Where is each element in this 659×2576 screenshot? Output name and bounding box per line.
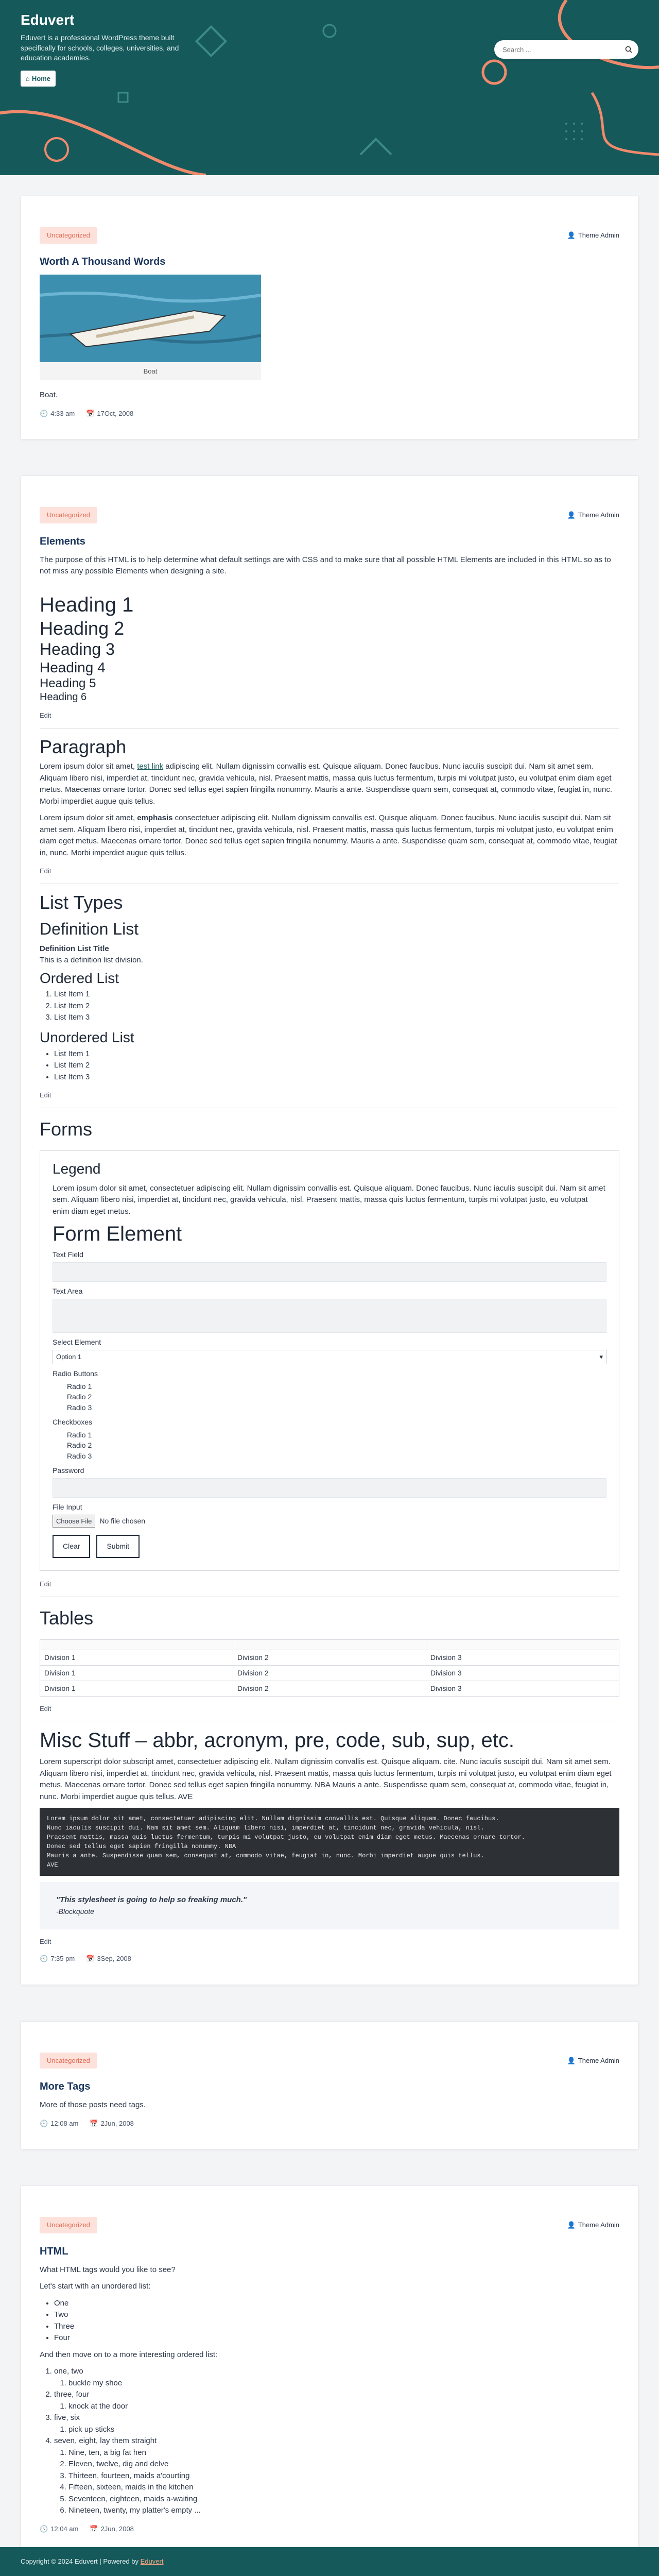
text-area[interactable] bbox=[53, 1299, 606, 1333]
blockquote bbox=[40, 1882, 619, 1929]
search-button[interactable] bbox=[622, 43, 635, 56]
site-description: Eduvert is a professional WordPress theme built specifically for schools, colleges, universities, and education academies. bbox=[21, 33, 179, 62]
clock-icon: 🕓 bbox=[40, 2119, 48, 2127]
list-item: 1. buckle my shoe bbox=[68, 2378, 619, 2389]
checkbox-option[interactable]: Radio 1 bbox=[67, 1430, 92, 1439]
legend-paragraph: Lorem ipsum dolor sit amet, consectetuer adipiscing elit. Nullam dignissim convallis est. Quisque aliquam. Donec faucibus. Nunc iaculis suscipit dui. Nam sit amet sem. Aliquam libero nisi, imperdiet at, tincidunt nec, gravida vehicula, nisl. Praesent mattis, massa quis luctus fermentum, turpis mi volutpat justo, eu volutpat enim diam eget metus. bbox=[53, 1183, 605, 1216]
checkbox-group-label: Checkboxes bbox=[53, 1417, 93, 1426]
footer-credit-link[interactable]: Eduvert bbox=[140, 2557, 164, 2565]
post-card bbox=[21, 196, 638, 439]
misc-heading: Misc Stuff – abbr, acronym, pre, code, sub, sup, etc. bbox=[40, 1729, 514, 1752]
post-title[interactable]: Elements bbox=[40, 535, 85, 547]
list-item: 1. knock at the door bbox=[68, 2401, 619, 2413]
list-item: 1. pick up sticks bbox=[68, 2424, 619, 2436]
forms-heading: Forms bbox=[40, 1118, 92, 1140]
site-title[interactable]: Eduvert bbox=[21, 12, 75, 28]
list-item: • Two bbox=[54, 2309, 619, 2321]
heading-4: Heading 4 bbox=[40, 659, 106, 676]
table-row: Division 1 Division 2 Division 3 bbox=[40, 1665, 619, 1681]
unordered-list bbox=[40, 2298, 619, 2344]
edit-link[interactable]: Edit bbox=[40, 867, 51, 875]
calendar-icon: 📅 bbox=[90, 2524, 98, 2533]
post-excerpt: More of those posts need tags. bbox=[40, 2100, 146, 2110]
post-date: 3Sep, 2008 bbox=[97, 1955, 131, 1963]
html-line-3: And then move on to a more interesting ordered list: bbox=[40, 2350, 218, 2359]
search-icon bbox=[625, 46, 632, 53]
sample-table bbox=[40, 1639, 619, 1697]
unordered-list bbox=[40, 1048, 619, 1083]
post-title[interactable]: HTML bbox=[40, 2245, 68, 2257]
list-item: 1. Nine, ten, a big fat hen bbox=[68, 2447, 619, 2459]
post-time: 4:33 am bbox=[50, 409, 75, 417]
paragraph-2: Lorem ipsum dolor sit amet, emphasis consectetuer adipiscing elit. Nullam dignissim convallis est. Quisque aliquam. Donec faucibus. Nunc iaculis suscipit dui. Nam sit amet sem. Aliquam libero nisi, imperdiet at, tincidunt nec, gravida vehicula, nisl. Praesent mattis, massa quis luctus fermentum, turpis mi volutpat justo, eu volutpat enim diam eget metus. Maecenas ornare tortor. Donec sed tellus eget sapien fringilla nonummy. Mauris a ante. Suspendisse quam sem, consequat at, commodo vitae, feugiat in, nunc. Morbi imperdiet augue quis tellus. bbox=[40, 814, 617, 857]
select-label: Select Element bbox=[53, 1338, 101, 1347]
text-field[interactable] bbox=[53, 1262, 606, 1282]
post-author[interactable]: 👤 Theme Admin bbox=[567, 230, 619, 241]
table-row: Division 1 Division 2 Division 3 bbox=[40, 1650, 619, 1665]
list-item: • List Item 2 bbox=[54, 1060, 619, 1072]
text-field-label: Text Field bbox=[53, 1250, 83, 1259]
category-chip[interactable]: Uncategorized bbox=[40, 2053, 97, 2069]
html-line-1: What HTML tags would you like to see? bbox=[40, 2265, 176, 2274]
post-title[interactable]: More Tags bbox=[40, 2081, 91, 2093]
clock-icon: 🕓 bbox=[40, 409, 48, 417]
list-item: 1. List Item 1 bbox=[54, 989, 619, 1001]
elements-intro: The purpose of this HTML is to help determine what default settings are with CSS and to make sure that all possible HTML Elements are included in this HTML so as to not miss any possible Elements when designing a site. bbox=[40, 555, 611, 575]
radio-option[interactable]: Radio 3 bbox=[67, 1403, 92, 1412]
calendar-icon: 📅 bbox=[90, 2119, 98, 2127]
edit-link[interactable]: Edit bbox=[40, 1704, 51, 1713]
choose-file-button[interactable]: Choose File bbox=[53, 1515, 95, 1528]
post-meta bbox=[40, 2524, 619, 2534]
post-card bbox=[21, 2185, 638, 2555]
clock-icon: 🕓 bbox=[40, 2524, 48, 2533]
search-input[interactable] bbox=[501, 45, 622, 54]
list-item: 6. Nineteen, twenty, my platter's empty ... bbox=[68, 2505, 619, 2517]
list-item: 3. List Item 3 bbox=[54, 1012, 619, 1024]
form-fieldset bbox=[40, 1150, 619, 1571]
post-author[interactable]: 👤 Theme Admin bbox=[567, 510, 619, 520]
category-chip[interactable]: Uncategorized bbox=[40, 227, 97, 244]
list-item: 3. five, six 1. pick up sticks bbox=[54, 2412, 619, 2435]
definition-term: Definition List Title bbox=[40, 944, 109, 953]
chevron-down-icon: ▾ bbox=[599, 1353, 603, 1361]
checkbox-option[interactable]: Radio 3 bbox=[67, 1451, 92, 1460]
list-item: • Three bbox=[54, 2321, 619, 2333]
edit-link[interactable]: Edit bbox=[40, 1937, 51, 1945]
user-icon: 👤 bbox=[567, 511, 576, 519]
html-line-2: Let's start with an unordered list: bbox=[40, 2282, 151, 2291]
heading-6: Heading 6 bbox=[40, 691, 87, 703]
home-button[interactable] bbox=[21, 71, 56, 87]
checkbox-option[interactable]: Radio 2 bbox=[67, 1441, 92, 1450]
list-item: 2. List Item 2 bbox=[54, 1001, 619, 1012]
edit-link[interactable]: Edit bbox=[40, 711, 51, 720]
post-excerpt: Boat. bbox=[40, 391, 58, 399]
category-chip[interactable]: Uncategorized bbox=[40, 507, 97, 523]
clear-button[interactable]: Clear bbox=[53, 1535, 90, 1558]
password-label: Password bbox=[53, 1466, 84, 1475]
ordered-list-heading: Ordered List bbox=[40, 970, 119, 986]
post-card bbox=[21, 476, 638, 1985]
post-card bbox=[21, 2021, 638, 2150]
user-icon: 👤 bbox=[567, 231, 576, 239]
search-form bbox=[494, 40, 638, 59]
quote-text: "This stylesheet is going to help so freaking much." bbox=[56, 1895, 247, 1905]
file-input-label: File Input bbox=[53, 1502, 82, 1511]
list-item: 4. Fifteen, sixteen, maids in the kitchen bbox=[68, 2482, 619, 2494]
list-item: 4. seven, eight, lay them straight 1. Nine, ten, a big fat hen 2. Eleven, twelve, dig and delve 3. Thirteen, fourteen, maids a'courting 4. Fifteen, sixteen, maids in the kitchen 5. Seventeen, eighteen, maids a-waiting 6. Nineteen, twenty, my platter's empty ... bbox=[54, 2435, 619, 2517]
post-list bbox=[21, 196, 638, 2576]
radio-option[interactable]: Radio 2 bbox=[67, 1393, 92, 1401]
clock-icon: 🕓 bbox=[40, 1955, 48, 1963]
list-types-heading: List Types bbox=[40, 891, 123, 913]
radio-group-label: Radio Buttons bbox=[53, 1369, 98, 1378]
table-row: Division 1 Division 2 Division 3 bbox=[40, 1681, 619, 1696]
site-header bbox=[0, 0, 659, 175]
definition-description: This is a definition list division. bbox=[40, 956, 143, 965]
paragraph-heading: Paragraph bbox=[40, 736, 127, 757]
legend: Legend bbox=[53, 1160, 101, 1177]
password-field[interactable] bbox=[53, 1478, 606, 1498]
edit-link[interactable]: Edit bbox=[40, 1091, 51, 1099]
post-time: 12:04 am bbox=[50, 2524, 79, 2533]
post-time: 7:35 pm bbox=[50, 1955, 75, 1963]
edit-link[interactable]: Edit bbox=[40, 1580, 51, 1588]
footer-copyright: Copyright © 2024 Eduvert | Powered by bbox=[21, 2557, 141, 2565]
post-title[interactable]: Worth A Thousand Words bbox=[40, 256, 166, 267]
ordered-list bbox=[40, 989, 619, 1024]
text-area-label: Text Area bbox=[53, 1287, 83, 1296]
figure-caption: Boat bbox=[143, 367, 158, 375]
file-status: No file chosen bbox=[99, 1517, 146, 1526]
test-link[interactable]: test link bbox=[137, 762, 164, 771]
radio-option[interactable]: Radio 1 bbox=[67, 1382, 92, 1391]
heading-5: Heading 5 bbox=[40, 676, 96, 690]
post-figure bbox=[40, 275, 261, 381]
list-item: 3. Thirteen, fourteen, maids a'courting bbox=[68, 2470, 619, 2482]
list-item: • List Item 1 bbox=[54, 1048, 619, 1060]
post-date: 17Oct, 2008 bbox=[97, 409, 134, 417]
misc-paragraph: Lorem superscript dolor subscript amet, consectetuer adipiscing elit. Nullam dignissim convallis est. Quisque aliquam. cite. Nunc iaculis suscipit dui. Nam sit amet sem. Aliquam libero nisi, imperdiet at, tincidunt nec, gravida vehicula, nisl. Praesent mattis, massa quis luctus fermentum, turpis mi volutpat justo, eu volutpat enim diam eget metus. Maecenas ornare tortor. Donec sed tellus eget sapien fringilla nonummy. NBA Mauris a ante. Suspendisse quam sem, consequat at, commodo vitae, feugiat in, nunc. Morbi imperdiet augue quis tellus. AVE bbox=[40, 1757, 612, 1801]
tables-heading: Tables bbox=[40, 1607, 94, 1629]
calendar-icon: 📅 bbox=[86, 409, 95, 417]
home-icon: ⌂ bbox=[26, 74, 30, 82]
user-icon: 👤 bbox=[567, 2056, 576, 2064]
code-block: Lorem ipsum dolor sit amet, consectetuer adipiscing elit. Nullam dignissim convallis est. Quisque aliquam. Donec faucibus. Nunc iaculis suscipit dui. Nam sit amet sem. Aliquam libero nisi, imperdiet at, tincidunt nec, gravida vehicula, nisl. Praesent mattis, massa quis luctus fermentum, turpis mi volutpat justo, eu volutpat enim diam eget metus. Maecenas ornare tortor. Donec sed tellus eget sapien fringilla nonummy. NBA Mauris a ante. Suspendisse quam sem, consequat at, commodo vitae, feugiat in, nunc. Morbi imperdiet augue quis tellus. AVE bbox=[40, 1808, 619, 1876]
select-element[interactable]: Option 1 ▾ bbox=[53, 1350, 606, 1364]
heading-1: Heading 1 bbox=[40, 593, 134, 616]
user-icon: 👤 bbox=[567, 2221, 576, 2229]
post-author[interactable]: 👤 Theme Admin bbox=[567, 2220, 619, 2230]
heading-2: Heading 2 bbox=[40, 617, 125, 639]
category-chip[interactable]: Uncategorized bbox=[40, 2217, 97, 2233]
form-element-heading: Form Element bbox=[53, 1223, 182, 1246]
post-author[interactable]: 👤 Theme Admin bbox=[567, 2056, 619, 2066]
definition-list-heading: Definition List bbox=[40, 919, 139, 938]
home-label: Home bbox=[31, 74, 50, 82]
post-meta bbox=[40, 1954, 619, 1964]
brand-block bbox=[21, 9, 185, 87]
post-time: 12:08 am bbox=[50, 2119, 79, 2127]
list-item: 2. three, four 1. knock at the door bbox=[54, 2389, 619, 2412]
post-meta bbox=[40, 409, 619, 419]
list-item: • Four bbox=[54, 2332, 619, 2344]
list-item: • One bbox=[54, 2298, 619, 2310]
heading-3: Heading 3 bbox=[40, 639, 115, 658]
post-date: 2Jun, 2008 bbox=[100, 2524, 134, 2533]
site-footer bbox=[0, 2547, 659, 2576]
quote-citation: -Blockquote bbox=[56, 1907, 94, 1916]
boat-image bbox=[40, 275, 261, 362]
paragraph-1: Lorem ipsum dolor sit amet, test link adipiscing elit. Nullam dignissim convallis est. Quisque aliquam. Donec faucibus. Nunc iaculis suscipit dui. Nam sit amet sem. Aliquam libero nisi, imperdiet at, tincidunt nec, gravida vehicula, nisl. Praesent mattis, massa quis luctus fermentum, turpis mi volutpat justo, eu volutpat enim diam eget metus. Maecenas ornare tortor. Donec sed tellus eget sapien fringilla nonummy. Mauris a ante. Suspendisse quam sem, consequat at, commodo vitae, feugiat in, nunc. Morbi imperdiet augue quis tellus. bbox=[40, 762, 612, 806]
post-date: 2Jun, 2008 bbox=[100, 2119, 134, 2127]
calendar-icon: 📅 bbox=[86, 1955, 95, 1963]
list-item: • List Item 3 bbox=[54, 1072, 619, 1083]
list-item: 5. Seventeen, eighteen, maids a-waiting bbox=[68, 2494, 619, 2505]
submit-button[interactable]: Submit bbox=[96, 1535, 140, 1558]
list-item: 2. Eleven, twelve, dig and delve bbox=[68, 2459, 619, 2470]
post-meta bbox=[40, 2119, 619, 2129]
ordered-list bbox=[40, 2366, 619, 2517]
list-item: 1. one, two 1. buckle my shoe bbox=[54, 2366, 619, 2389]
unordered-list-heading: Unordered List bbox=[40, 1029, 134, 1045]
